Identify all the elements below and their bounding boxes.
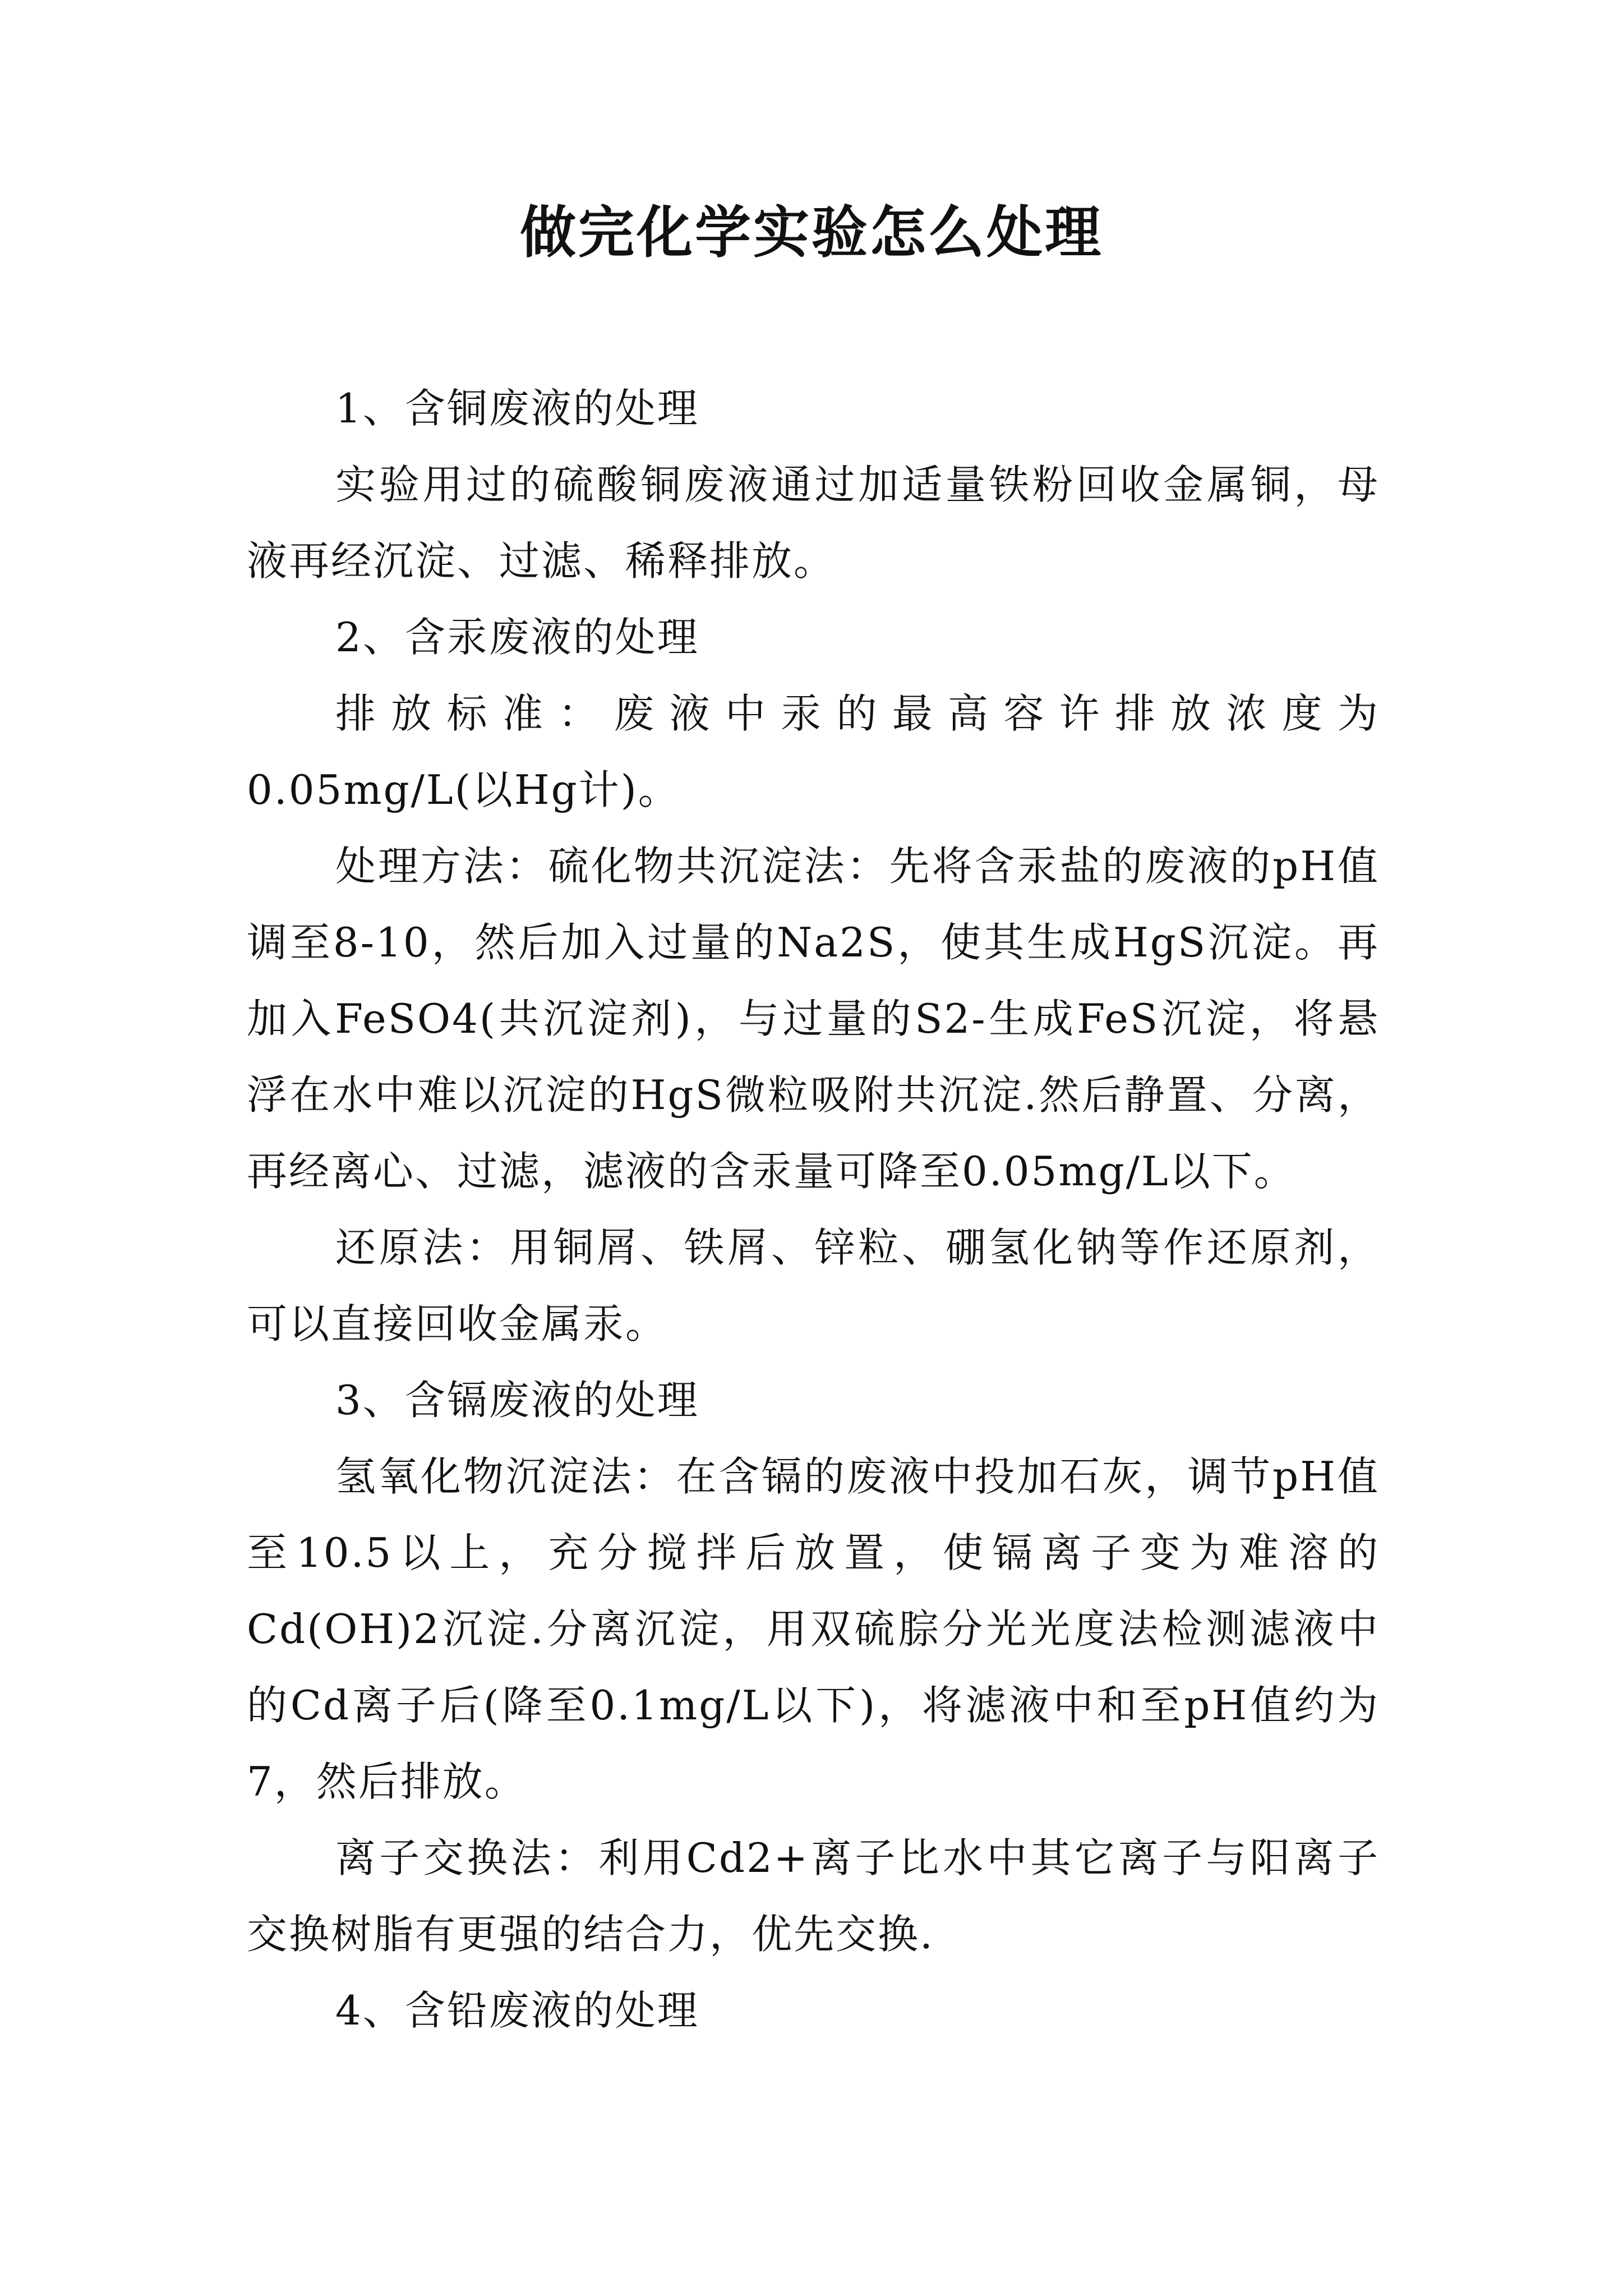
paragraph-mercury-sulfide-method: 处理方法：硫化物共沉淀法：先将含汞盐的废液的pH值调至8-10，然后加入过量的Na2S，使其生成HgS沉淀。再加入FeSO4(共沉淀剂)，与过量的S2-生成FeS沉淀，将悬浮在水中难以沉淀的HgS微粒吸附共沉淀.然后静置、分离，再经离心、过滤，滤液的含汞量可降至0.05mg/L以下。	[247, 843, 1380, 1195]
paragraph-copper-method: 实验用过的硫酸铜废液通过加适量铁粉回收金属铜，母液再经沉淀、过滤、稀释排放。	[247, 461, 1380, 585]
paragraph-mercury-standard: 排放标准：废液中汞的最高容许排放浓度为0.05mg/L(以Hg计)。	[247, 690, 1380, 813]
paragraph-cadmium-hydroxide-method: 氢氧化物沉淀法：在含镉的废液中投加石灰，调节pH值至10.5以上，充分搅拌后放置，使镉离子变为难溶的Cd(OH)2沉淀.分离沉淀，用双硫腙分光光度法检测滤液中的Cd离子后(降至0.1mg/L以下)，将滤液中和至pH值约为7，然后排放。	[247, 1453, 1380, 1805]
paragraph-cadmium-ion-exchange-method: 离子交换法：利用Cd2+离子比水中其它离子与阳离子交换树脂有更强的结合力，优先交换.	[247, 1834, 1380, 1958]
document-title: 做完化学实验怎么处理	[520, 200, 1103, 265]
paragraph-mercury-reduction-method: 还原法：用铜屑、铁屑、锌粒、硼氢化钠等作还原剂，可以直接回收金属汞。	[247, 1224, 1380, 1347]
section-heading-copper: 1、含铜废液的处理	[335, 385, 699, 432]
document-body	[247, 370, 1380, 2049]
section-heading-lead: 4、含铅废液的处理	[335, 1987, 699, 2034]
section-heading-mercury: 2、含汞废液的处理	[335, 614, 699, 661]
section-heading-cadmium: 3、含镉废液的处理	[335, 1377, 699, 1424]
